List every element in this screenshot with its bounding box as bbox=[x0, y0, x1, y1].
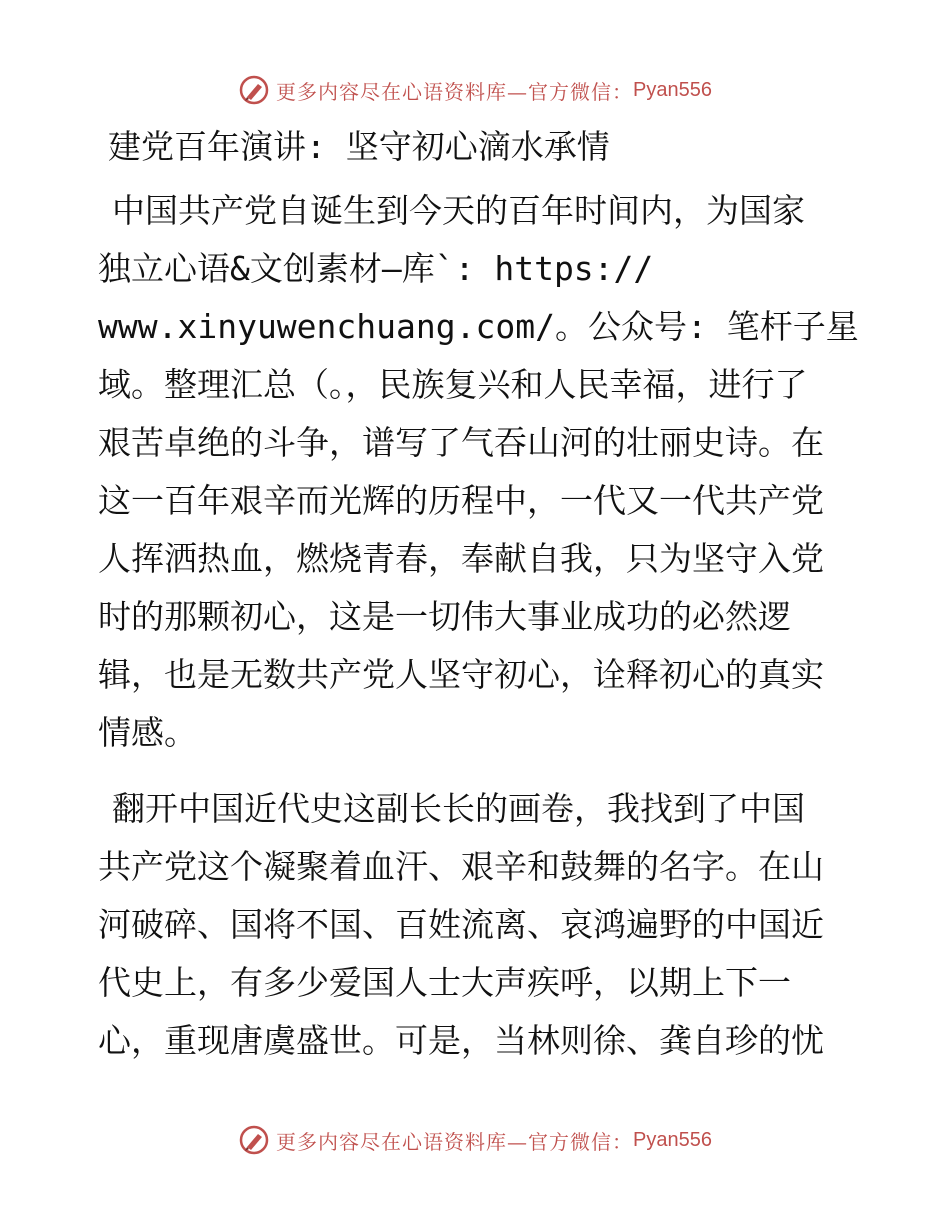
text-line: 共产党这个凝聚着血汗、艰辛和鼓舞的名字。在山 bbox=[98, 847, 824, 886]
text-line: 域。整理汇总（。，民族复兴和人民幸福，进行了 bbox=[98, 365, 808, 404]
banner-wechat-id: Pyan556 bbox=[633, 78, 712, 101]
banner-wechat-id: Pyan556 bbox=[633, 1128, 712, 1151]
document-title: 建党百年演讲: 坚守初心滴水承情 bbox=[108, 127, 610, 166]
paragraph-2 bbox=[98, 780, 858, 1070]
paragraph-1 bbox=[98, 182, 858, 762]
text-line: 河破碎、国将不国、百姓流离、哀鸿遍野的中国近 bbox=[98, 905, 824, 944]
document-body bbox=[98, 118, 858, 1088]
pen-logo-icon bbox=[238, 74, 270, 106]
text-line: 情感。 bbox=[98, 713, 197, 752]
text-line: 独立心语&文创素材—库`: https:// bbox=[98, 249, 654, 288]
text-line: 人挥洒热血，燃烧青春，奉献自我，只为坚守入党 bbox=[98, 539, 824, 578]
banner-text: 更多内容尽在心语资料库—官方微信： bbox=[276, 79, 634, 104]
text-line: 艰苦卓绝的斗争，谱写了气吞山河的壮丽史诗。在 bbox=[98, 423, 824, 462]
banner-text: 更多内容尽在心语资料库—官方微信： bbox=[276, 1129, 634, 1154]
header-banner bbox=[0, 70, 950, 110]
text-line: 中国共产党自诞生到今天的百年时间内，为国家 bbox=[112, 191, 805, 230]
footer-banner bbox=[0, 1120, 950, 1160]
text-line: 这一百年艰辛而光辉的历程中，一代又一代共产党 bbox=[98, 481, 824, 520]
pen-logo-icon bbox=[238, 1124, 270, 1156]
text-line: 时的那颗初心，这是一切伟大事业成功的必然逻 bbox=[98, 597, 791, 636]
text-line: 心，重现唐虞盛世。可是，当林则徐、龚自珍的忧 bbox=[98, 1021, 824, 1060]
text-line: 翻开中国近代史这副长长的画卷，我找到了中国 bbox=[112, 789, 805, 828]
text-line: 代史上，有多少爱国人士大声疾呼，以期上下一 bbox=[98, 963, 791, 1002]
text-line: 辑，也是无数共产党人坚守初心，诠释初心的真实 bbox=[98, 655, 824, 694]
text-line: www.xinyuwenchuang.com/。公众号: 笔杆子星 bbox=[98, 307, 859, 346]
